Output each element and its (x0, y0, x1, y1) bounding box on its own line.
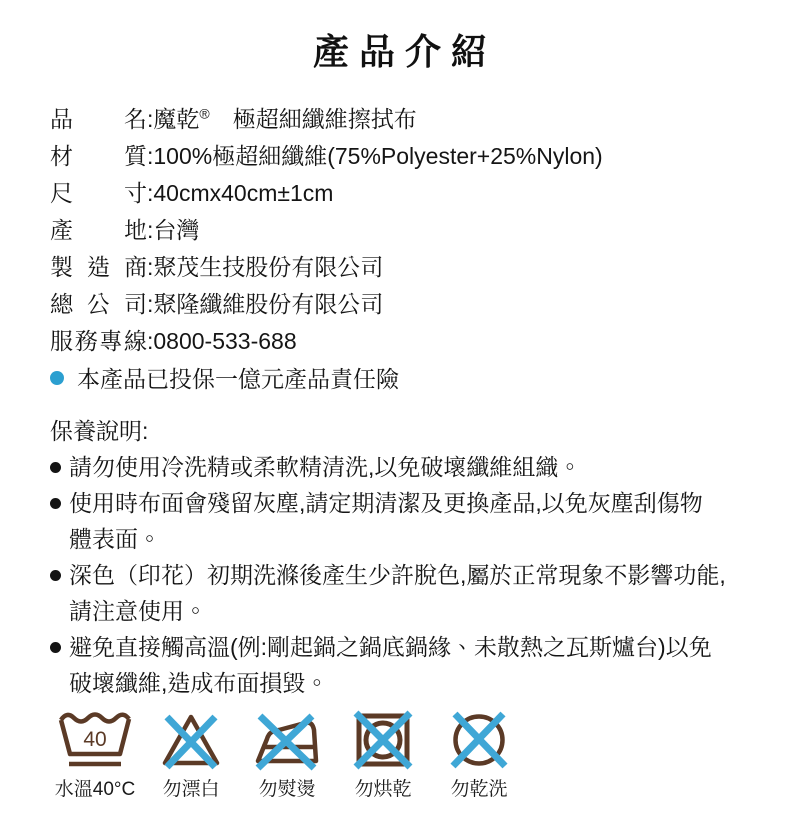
info-colon: : (147, 143, 154, 169)
care-line: 破壞纖維,造成布面損毀。 (69, 670, 329, 696)
care-item (50, 449, 750, 485)
info-label: 服務專線 (50, 328, 147, 354)
insured-line (50, 361, 800, 398)
info-colon: : (147, 217, 154, 243)
wash-temp-number: 40 (83, 728, 107, 751)
care-instructions-section (50, 413, 750, 701)
care-item (50, 485, 750, 557)
bullet-icon (50, 642, 61, 653)
blue-bullet-icon (50, 371, 64, 385)
symbol-label: 勿漂白 (162, 779, 220, 800)
info-label: 材質 (50, 143, 147, 169)
symbol-label: 勿烘乾 (354, 779, 412, 800)
info-label: 品名 (50, 106, 147, 132)
info-value (153, 106, 416, 132)
info-label: 產地 (50, 217, 147, 243)
registered-mark: ® (199, 105, 210, 122)
info-colon: : (147, 254, 154, 280)
info-row-origin (50, 212, 800, 249)
info-colon: : (147, 180, 154, 206)
info-row-head-office (50, 286, 800, 323)
info-colon: : (147, 106, 154, 132)
wash-40-icon (57, 709, 133, 771)
symbol-label: 勿乾洗 (450, 779, 508, 800)
symbol-label: 水溫40°C (54, 779, 136, 800)
info-row-product-name (50, 101, 800, 138)
no-tumble-dry-icon (353, 709, 413, 771)
info-colon: : (147, 328, 154, 354)
wash-40-symbol (50, 709, 140, 801)
laundry-symbols-row (50, 709, 800, 801)
info-row-size (50, 175, 800, 212)
no-bleach-icon (160, 709, 222, 771)
product-intro-page (0, 24, 800, 824)
info-label: 總公司 (50, 291, 147, 317)
care-item-text (69, 557, 750, 629)
care-item-text (69, 629, 750, 701)
info-label: 製造商 (50, 254, 147, 280)
info-value: 聚隆纖維股份有限公司 (153, 291, 384, 317)
info-label: 尺寸 (50, 180, 147, 206)
info-value: 台灣 (153, 217, 200, 243)
info-value: 40cmx40cm±1cm (153, 180, 334, 206)
care-line: 體表面。 (69, 526, 161, 552)
bullet-icon (50, 498, 61, 509)
care-item (50, 557, 750, 629)
care-item-text (69, 449, 750, 485)
no-dry-clean-symbol (434, 709, 524, 801)
info-row-service-line (50, 323, 800, 360)
care-item-text (69, 485, 750, 557)
symbol-label: 勿熨燙 (258, 779, 316, 800)
bullet-icon (50, 462, 61, 473)
care-item (50, 629, 750, 701)
info-value: 100%極超細纖維(75%Polyester+25%Nylon) (153, 143, 603, 169)
info-value: 0800-533-688 (153, 328, 297, 354)
info-row-manufacturer (50, 249, 800, 286)
info-row-material (50, 138, 800, 175)
product-name: 極超細纖維擦拭布 (209, 106, 417, 132)
no-tumble-dry-symbol (338, 709, 428, 801)
care-heading: 保養說明: (50, 418, 149, 444)
insured-text: 本產品已投保一億元產品責任險 (77, 366, 399, 392)
info-colon: : (147, 291, 154, 317)
no-iron-symbol (242, 709, 332, 801)
bullet-icon (50, 570, 61, 581)
no-iron-icon (253, 709, 321, 771)
info-value: 聚茂生技股份有限公司 (153, 254, 384, 280)
care-line: 深色（印花）初期洗滌後產生少許脫色,屬於正常現象不影響功能, (69, 562, 726, 588)
care-line: 使用時布面會殘留灰塵,請定期清潔及更換產品,以免灰塵刮傷物 (69, 490, 703, 516)
no-bleach-symbol (146, 709, 236, 801)
no-dry-clean-icon (448, 709, 510, 771)
page-title: 產品介紹 (312, 31, 497, 73)
care-line: 避免直接觸高溫(例:剛起鍋之鍋底鍋緣、未散熱之瓦斯爐台)以免 (69, 634, 712, 660)
brand-name: 魔乾 (153, 106, 200, 132)
care-line: 請注意使用。 (69, 598, 207, 624)
product-info-section (50, 101, 800, 398)
care-line: 請勿使用冷洗精或柔軟精清洗,以免破壞纖維組織。 (69, 454, 582, 480)
